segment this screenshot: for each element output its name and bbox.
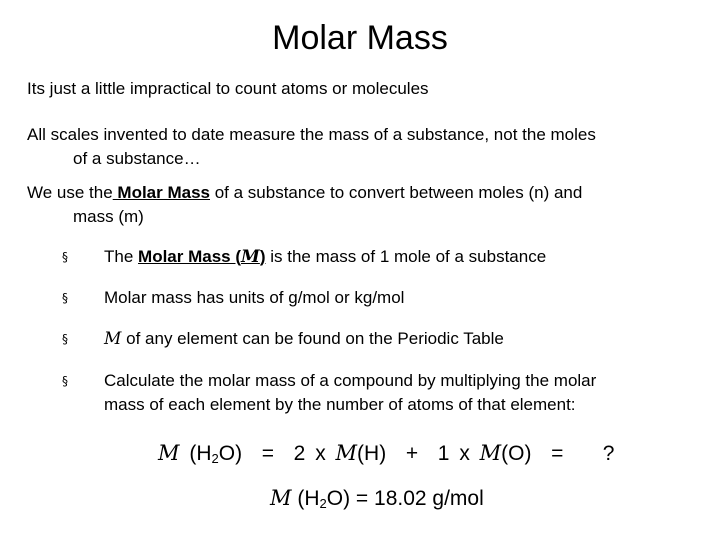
paragraph-text: Its just a little impractical to count atoms or molecules	[27, 79, 429, 98]
bullet-text-line2: mass of each element by the number of atoms of that element:	[104, 395, 576, 414]
molar-mass-close: )	[259, 247, 266, 266]
molar-mass-symbol: M	[335, 441, 358, 465]
slide-title: Molar Mass	[272, 19, 448, 57]
bullet-text	[104, 327, 699, 351]
paragraph-text-line2: mass (m)	[73, 207, 144, 226]
subscript: 2	[319, 496, 327, 511]
paragraph-text-pre: We use the	[27, 183, 113, 202]
bullet-text-post: of any element can be found on the Periodic Table	[121, 329, 504, 348]
equation-water-result	[270, 483, 570, 514]
equation-text: O) = 2 x	[218, 442, 336, 465]
equation-text: (H) + 1 x	[357, 442, 480, 465]
molar-mass-term: Molar Mass	[112, 183, 210, 202]
molar-mass-symbol: M	[241, 247, 260, 267]
equation-text: O) = 18.02 g/mol	[326, 487, 484, 510]
bullet-text-pre: The	[104, 247, 139, 266]
bullet-text	[104, 369, 699, 417]
paragraph-molar-mass-use	[27, 181, 697, 229]
molar-mass-symbol: M	[479, 441, 502, 465]
molar-mass-term	[138, 247, 265, 266]
bullet-text-post: is the mass of 1 mole of a substance	[265, 247, 547, 266]
molar-mass-symbol: M	[270, 486, 292, 510]
paragraph-text-line2: of a substance…	[73, 149, 201, 168]
bullet-marker: §	[62, 250, 68, 264]
bullet-marker: §	[62, 332, 68, 346]
molar-mass-symbol: M	[158, 441, 180, 465]
bullet-text-line1: Calculate the molar mass of a compound by multiplying the molar	[104, 371, 597, 390]
equation-text: (O) = ?	[501, 442, 615, 465]
paragraph-text-line1: All scales invented to date measure the mass of a substance, not the moles	[27, 125, 596, 144]
equation-text: (H	[291, 487, 320, 510]
subscript: 2	[211, 451, 219, 466]
bullet-marker: §	[62, 374, 68, 388]
molar-mass-label: Molar Mass (	[138, 247, 242, 266]
bullet-text: Molar mass has units of g/mol or kg/mol	[104, 288, 405, 307]
bullet-text	[104, 245, 699, 269]
equation-text: (H	[179, 442, 212, 465]
equation-water-formula	[158, 438, 638, 469]
paragraph-scales	[27, 123, 697, 171]
paragraph-impractical	[27, 77, 697, 101]
bullet-marker: §	[62, 291, 68, 305]
molar-mass-symbol: M	[104, 329, 122, 349]
paragraph-text-post: of a substance to convert between moles (n) and	[210, 183, 583, 202]
